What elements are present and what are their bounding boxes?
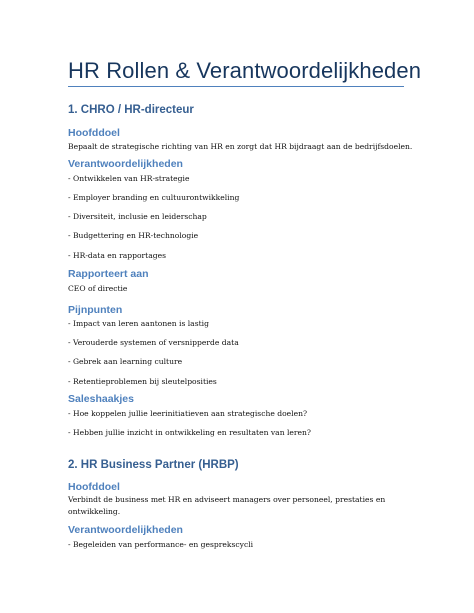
- subheading-rapporteert: Rapporteert aan: [68, 268, 149, 280]
- title-underline: [68, 86, 404, 87]
- section-heading-chro: 1. CHRO / HR-directeur: [68, 104, 194, 116]
- list-item: - Ontwikkelen van HR-strategie: [68, 174, 190, 183]
- list-item: - Budgettering en HR-technologie: [68, 231, 199, 240]
- list-item: - Retentieproblemen bij sleutelposities: [68, 377, 217, 386]
- list-item: - Hebben jullie inzicht in ontwikkeling en resultaten van leren?: [68, 428, 312, 437]
- list-item: - Diversiteit, inclusie en leiderschap: [68, 212, 207, 221]
- list-item: - Impact van leren aantonen is lastig: [68, 319, 209, 328]
- list-item: - Employer branding en cultuurontwikkeling: [68, 193, 240, 202]
- list-item: - Gebrek aan learning culture: [68, 357, 183, 366]
- document-title: HR Rollen & Verantwoordelijkheden: [68, 58, 422, 83]
- rapporteert-text: CEO of directie: [68, 284, 128, 293]
- section-heading-hrbp: 2. HR Business Partner (HRBP): [68, 459, 239, 471]
- subheading-verantwoordelijkheden: Verantwoordelijkheden: [68, 524, 183, 536]
- list-item: - Verouderde systemen of versnipperde data: [68, 338, 239, 347]
- hoofddoel-text: Bepaalt de strategische richting van HR en zorgt dat HR bijdraagt aan de bedrijfsdoelen.: [68, 142, 413, 151]
- hoofddoel-text: Verbindt de business met HR en adviseert managers over personeel, prestaties en ontwikkeling.: [68, 495, 386, 516]
- list-item: - Hoe koppelen jullie leerinitiatieven aan strategische doelen?: [68, 409, 308, 418]
- subheading-hoofddoel: Hoofddoel: [68, 481, 120, 493]
- subheading-pijnpunten: Pijnpunten: [68, 304, 123, 316]
- subheading-hoofddoel: Hoofddoel: [68, 127, 120, 139]
- list-item: - HR-data en rapportages: [68, 251, 166, 260]
- subheading-saleshaakjes: Saleshaakjes: [68, 393, 134, 405]
- subheading-verantwoordelijkheden: Verantwoordelijkheden: [68, 158, 183, 170]
- list-item: - Begeleiden van performance- en gesprekscycli: [68, 540, 254, 549]
